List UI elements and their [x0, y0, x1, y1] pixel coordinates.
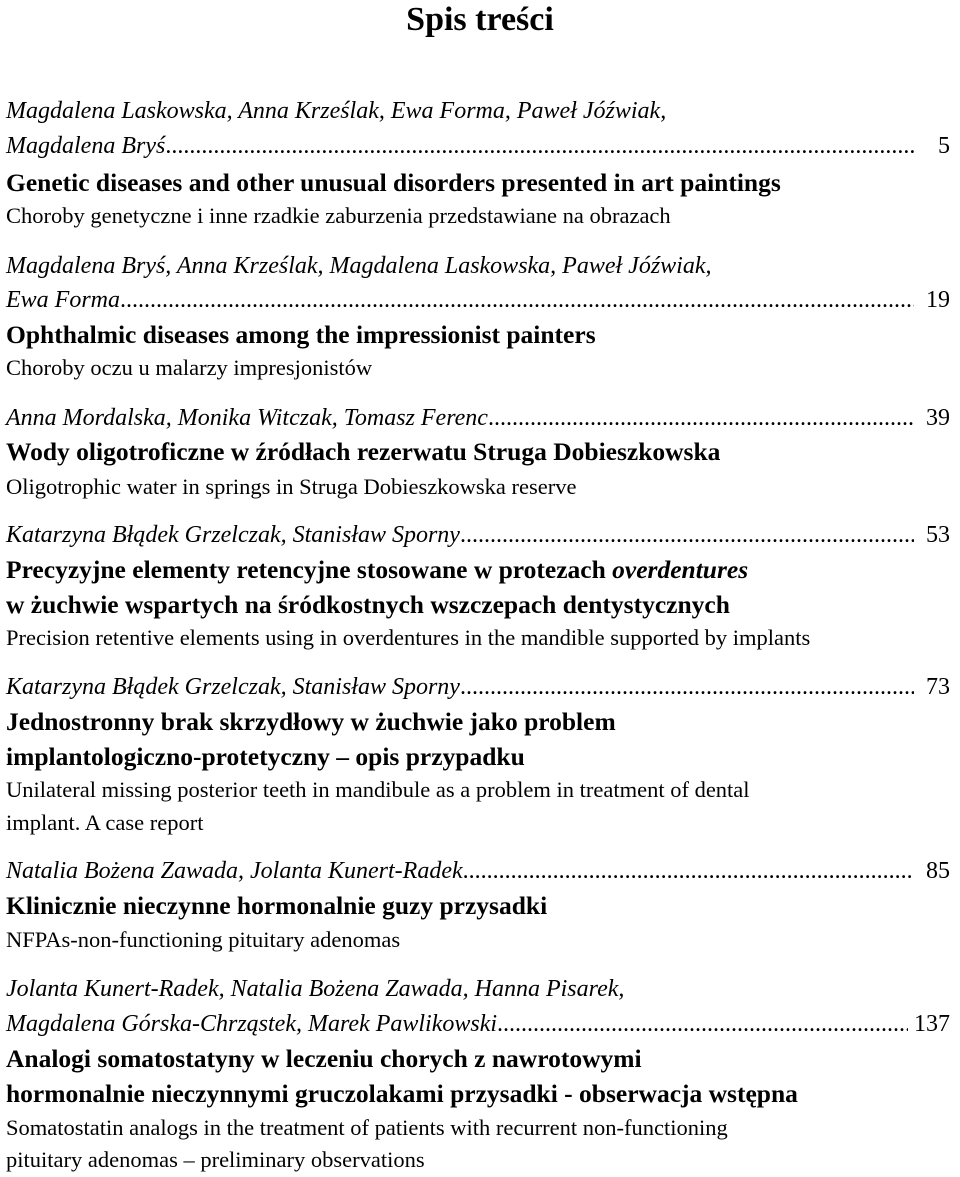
page-title: Spis treści [406, 1, 554, 38]
entry-5-authors-last: Katarzyna Błądek Grzelczak, Stanisław Sporny [6, 674, 460, 700]
entry-6-leader-dots [463, 856, 914, 886]
entry-4-leader-dots [460, 520, 914, 550]
entry-2-authors-last: Ewa Forma [6, 287, 120, 313]
entry-5-leader-dots [460, 672, 914, 702]
entry-7-authors-line-1: Jolanta Kunert-Radek, Natalia Bożena Zawada, Hanna Pisarek, [6, 976, 625, 1002]
entry-2-authors-line-1: Magdalena Bryś, Anna Krześlak, Magdalena Laskowska, Paweł Jóźwiak, [6, 253, 712, 279]
entry-1-authors-last: Magdalena Bryś [6, 133, 166, 159]
entry-1-translation: Choroby genetyczne i inne rzadkie zaburzenia przedstawiane na obrazach [6, 203, 671, 228]
entry-7-authors-last: Magdalena Górska-Chrząstek, Marek Pawlikowski [6, 1011, 498, 1037]
entry-4-page-number: 53 [926, 522, 950, 548]
entry-5-authors [6, 672, 956, 702]
entry-1-leader-dots [165, 131, 914, 161]
entry-3-authors-last: Anna Mordalska, Monika Witczak, Tomasz Ferenc [6, 405, 488, 431]
entry-3-page-number: 39 [926, 405, 950, 431]
entry-7-translation-line-1: Somatostatin analogs in the treatment of patients with recurrent non-functioning [6, 1115, 728, 1140]
entry-2-leader-dots [120, 285, 914, 315]
entry-3-translation: Oligotrophic water in springs in Struga Dobieszkowska reserve [6, 474, 577, 499]
entry-3-title: Wody oligotroficzne w źródłach rezerwatu Struga Dobieszkowska [6, 437, 721, 466]
entry-4-authors [6, 520, 956, 550]
entry-2-title: Ophthalmic diseases among the impressionist painters [6, 320, 596, 349]
entry-1-title: Genetic diseases and other unusual disorders presented in art paintings [6, 168, 781, 197]
entry-7-authors-line-2 [6, 1009, 956, 1039]
entry-7-title-line-1: Analogi somatostatyny w leczeniu chorych z nawrotowymi [6, 1044, 642, 1073]
entry-1-page-number: 5 [938, 133, 950, 159]
entry-5-translation-line-2: implant. A case report [6, 810, 204, 835]
entry-6-page-number: 85 [926, 858, 950, 884]
entry-7-title-line-2: hormonalnie nieczynnymi gruczolakami przysadki - obserwacja wstępna [6, 1079, 798, 1108]
entry-6-authors [6, 856, 956, 886]
entry-5-translation-line-1: Unilateral missing posterior teeth in mandibule as a problem in treatment of dental [6, 777, 750, 802]
entry-1-authors-line-2 [6, 131, 956, 161]
entry-4-title-italic: overdentures [612, 555, 749, 584]
entry-4-title-line-1 [6, 555, 748, 585]
entry-2-translation: Choroby oczu u malarzy impresjonistów [6, 355, 373, 380]
entry-3-leader-dots [488, 403, 914, 433]
entry-4-title-line-2: w żuchwie wspartych na śródkostnych wszczepach dentystycznych [6, 590, 730, 619]
entry-7-translation-line-2: pituitary adenomas – preliminary observations [6, 1147, 425, 1172]
entry-5-title-line-2: implantologiczno-protetyczny – opis przypadku [6, 742, 525, 771]
entry-7-page-number: 137 [914, 1011, 950, 1037]
entry-3-authors [6, 403, 956, 433]
entry-4-translation: Precision retentive elements using in overdentures in the mandible supported by implants [6, 625, 811, 650]
entry-4-authors-last: Katarzyna Błądek Grzelczak, Stanisław Sporny [6, 522, 460, 548]
entry-6-translation: NFPAs-non-functioning pituitary adenomas [6, 927, 401, 952]
entry-4-title-text: Precyzyjne elementy retencyjne stosowane w protezach [6, 555, 613, 584]
entry-2-page-number: 19 [926, 287, 950, 313]
entry-6-authors-last: Natalia Bożena Zawada, Jolanta Kunert-Radek [6, 858, 463, 884]
entry-1-authors-line-1: Magdalena Laskowska, Anna Krześlak, Ewa Forma, Paweł Jóźwiak, [6, 98, 667, 124]
entry-6-title: Klinicznie nieczynne hormonalnie guzy przysadki [6, 891, 548, 920]
entry-5-page-number: 73 [926, 674, 950, 700]
entry-5-title-line-1: Jednostronny brak skrzydłowy w żuchwie jako problem [6, 707, 616, 736]
entry-2-authors-line-2 [6, 285, 956, 315]
entry-7-leader-dots [497, 1009, 908, 1039]
